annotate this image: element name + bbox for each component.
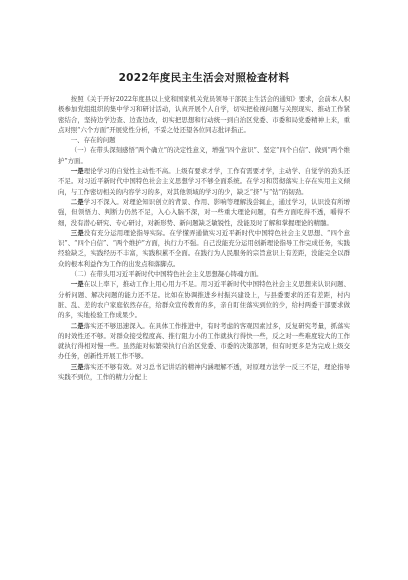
issue-paragraph-3	[58, 228, 350, 269]
issue-lead-4: 一是	[70, 280, 84, 289]
document-title: 2022年度民主生活会对照检查材料	[118, 72, 290, 84]
issue-lead-5: 二是	[70, 321, 84, 330]
issue-text-6: 落实还不够有效。对习总书记讲话的精神内涵理解不透，对原理方法学一反三不足，理论指导实践不到位，工作的精力分配上	[58, 362, 351, 382]
intro-paragraph: 按照《关于开好2022年度县以上党和国家机关党员领导干部民主生活会的通知》要求，会前本人积极参加党组组织的集中学习和研讨活动，认真开展个人自学，切实把检视问题与关照现实、推动工作紧密结合，坚持边学边查、边查边改，切实把思想和行动统一到自治区党委、市委和局党委精神上来，重点对照“六个方面”开展党性分析，不妥之处还望各位同志批评指正。	[58, 95, 350, 134]
issue-paragraph-2	[58, 197, 350, 228]
subsection-heading-2: （二）在带头用习近平新时代中国特色社会主义思想凝心铸魂方面。	[70, 270, 263, 279]
issue-paragraph-4	[58, 279, 350, 320]
issue-lead-6: 三是	[70, 362, 84, 371]
issue-text-4: 在以上率下，推动工作上用心用力不足。用习近平新时代中国特色社会主义思想来认识问题、分析问题、解决问题的能力还不足。比如在协调推进乡村振兴建设上，与县委要求的还有差距，村内脏、乱、差的农户家庭依然存在，给群众宣传教育的多，亲自盯住落实到位的少，给村两委干部要求做的多，实地检验工作成果少。	[58, 280, 351, 320]
section-heading-problems: 一、存在的问题	[70, 136, 116, 145]
issue-paragraph-6	[58, 362, 350, 383]
issue-text-3: 没有充分运用理论指导实际。在学懂弄通做实习近平新时代中国特色社会主义思想、“四个意识”、“四个自信”、“两个维护”方面，执行力不强。自己没能充分运用创新理论指导工作完成任务，实践经验缺乏，实践经历不丰富，实践积累不全面。在践行为人民服务的宗旨意识上有差距，没能完全以群众的根本利益作为工作的出发点和落脚点。	[58, 228, 351, 268]
issue-text-1: 理论学习的自觉性主动性不高。上级有要求才学，工作有需要才学，主动学、自觉学的劲头还不足。对习近平新时代中国特色社会主义思想学习不够全面系统。在学习和贯彻落实上存在实用主义倾向，与工作密切相关的内容学习的多，对其他领域的学习的少，缺乏“挤”与“钻”的韧劲。	[58, 167, 351, 196]
issue-lead-3: 三是	[70, 228, 84, 237]
issue-paragraph-5	[58, 321, 350, 362]
issue-lead-1: 一是	[70, 167, 84, 176]
subsection-heading-1: （一）在带头深刻感悟“两个确立”的决定性意义，增强“四个意识”、坚定“四个自信”、做到“两个维护”方面。	[58, 146, 350, 165]
issue-lead-2: 二是	[70, 197, 84, 206]
issue-paragraph-1	[58, 166, 350, 197]
issue-text-5: 落实还不够迅速深入。在具体工作推进中，有时考虑的客观因素过多，反复研究考量，抓落实的时效性还不够。对群众接受程度高、推行阻力小的工作就执行得快一些，反之对一些难度较大的工作就执行得相对慢一些。虽然能对标繁荣执行自治区党委、市委的决策部署，但有时更多是为完成上级交办任务，创新性开展工作不够。	[58, 321, 351, 361]
issue-text-2: 学习不深入。对理论知识创立的背景、作用、影响等理解浅尝辄止，通过学习，认识没有所增强，但领悟力、判断力仍然不足，入心入脑不深，对一些重大理论问题，有些方面吃得不透，嚼得不细，没有潜心研究、专心研讨，对新形势、新问题缺乏敏锐性，没能及时了解和掌握理论的精髓。	[58, 197, 351, 227]
